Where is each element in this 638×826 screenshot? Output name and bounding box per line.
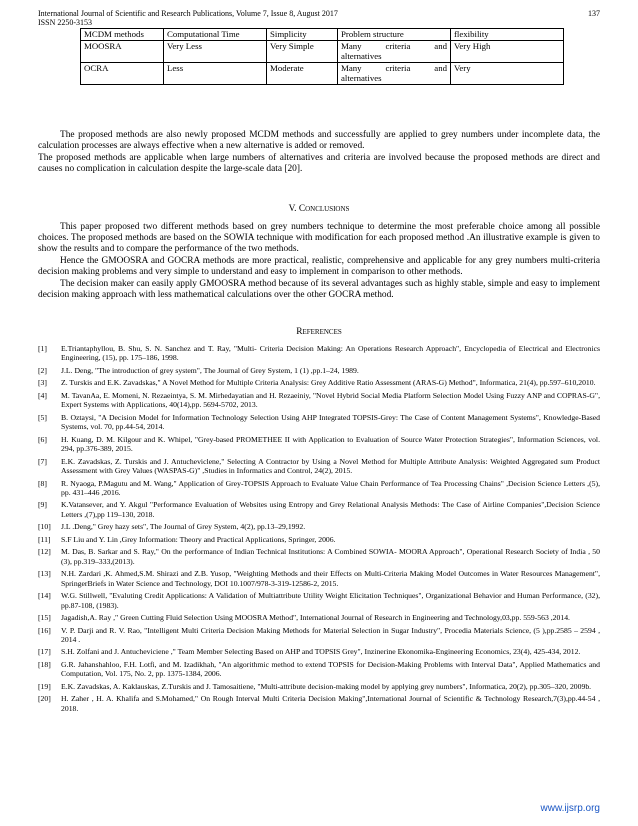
- reference-text: E.K. Zavadskas, A. Kaklauskas, Z.Turskis and J. Tamosaitiene, "Multi-attribute decision-making model by applying grey numbers", Informatica, 20(2), pp.305–320, 2009b.: [61, 681, 592, 691]
- reference-item: [38, 435, 600, 454]
- reference-item: [38, 682, 600, 691]
- reference-text: R. Nyaoga, P.Magutu and M. Wang," Application of Grey-TOPSIS Approach to Evaluate Value Chain Performance of Tea Processing Chains" ,Decision Science Letters ,(5), pp. 431–446 ,2016.: [61, 478, 600, 497]
- section-heading-conclusions: V. Conclusions: [288, 204, 350, 214]
- reference-item: [38, 366, 600, 375]
- table-cell: [338, 62, 451, 84]
- reference-item: [38, 613, 600, 622]
- reference-number: [13]: [38, 569, 51, 579]
- reference-number: [14]: [38, 591, 51, 601]
- table-cell: Very High: [451, 40, 564, 62]
- journal-title: International Journal of Scientific and Research Publications, Volume 7, Issue 8, August 2017: [38, 9, 338, 18]
- reference-number: [1]: [38, 344, 47, 353]
- reference-number: [7]: [38, 456, 47, 466]
- table-cell: [338, 40, 451, 62]
- table-cell: OCRA: [81, 62, 164, 84]
- table-header-cell: Simplicity: [267, 29, 338, 41]
- reference-number: [4]: [38, 390, 47, 400]
- table-header-cell: Problem structure: [338, 29, 451, 41]
- page-number: 137: [588, 9, 600, 18]
- reference-number: [5]: [38, 412, 47, 422]
- table-header-cell: Computational Time: [164, 29, 267, 41]
- reference-text: W.G. Stillwell, "Evaluting Credit Applications: A Validation of Multiattribute Utility Weight Elicitation Techniques", Organizational Behavior and Human Performance, (32), pp.87-108, (1983).: [61, 591, 600, 610]
- reference-item: [38, 694, 600, 713]
- table-cell: Very Simple: [267, 40, 338, 62]
- reference-number: [15]: [38, 613, 51, 623]
- reference-list: [38, 344, 600, 716]
- table-cell: Moderate: [267, 62, 338, 84]
- reference-item: [38, 591, 600, 610]
- reference-text: M. Das, B. Sarkar and S. Ray," On the performance of Indian Technical Institutions: A Combined SOWIA- MOORA Approach", Operational Research Society of India , 50 (3), pp.319–333,(2013).: [61, 547, 600, 566]
- reference-number: [10]: [38, 522, 51, 532]
- reference-text: G.R. Jahanshahloo, F.H. Lotfi, and M. Izadikhah, "An algorithmic method to extend TOPSIS for Decision-Making Problems with Interval Data", Applied Mathematics and Computation, Vol. 175, No. 2, pp. 1375-1384, 2006.: [61, 659, 600, 679]
- reference-number: [18]: [38, 659, 51, 669]
- reference-item: [38, 626, 600, 645]
- reference-item: [38, 413, 600, 432]
- body-paragraph: The proposed methods are also newly proposed MCDM methods and successfully are applied to grey numbers under incomplete data, the calculation processes are always effective when a new alternative is added or removed.: [38, 130, 600, 152]
- table-cell-line: Many criteria and: [341, 62, 447, 73]
- issn: ISSN 2250-3153: [38, 18, 93, 27]
- running-header: [38, 9, 600, 27]
- reference-item: [38, 344, 600, 363]
- conclusions-paragraph: The decision maker can easily apply GMOOSRA method because of its several advantages such as highly stable, simple and easy to implement decision making approach with less mathematical calculations over the other GOCRA method.: [38, 279, 600, 301]
- reference-number: [12]: [38, 547, 51, 557]
- journal-website-link[interactable]: www.ijsrp.org: [540, 803, 600, 814]
- reference-text: M. TavanAa, E. Momeni, N. Rezaeintya, S. M. Mirhedayatian and H. Rezaeiniy, "Novel Hybrid Social Media Platform Selection Model Using Fuzzy ANP and COPRAS-G", Expert Systems with Applications, 40(14),pp. 5694-5702, 2013.: [61, 390, 600, 410]
- conclusions-paragraph: Hence the GMOOSRA and GOCRA methods are more practical, realistic, comprehensive and applicable for any grey numbers multi-criteria decision making problems and very simple to understand and easy to implement in comparison to other methods.: [38, 256, 600, 278]
- table-cell-line: alternatives: [341, 51, 382, 61]
- table-header-row: [81, 29, 564, 41]
- table-cell: Very Less: [164, 40, 267, 62]
- reference-item: [38, 457, 600, 476]
- reference-item: [38, 522, 600, 531]
- reference-item: [38, 500, 600, 519]
- section-heading-references: References: [296, 327, 342, 337]
- reference-text: H. Kuang, D. M. Kilgour and K. Whipel, "Grey-based PROMETHEE II with Application to Evaluation of Source Water Protection Strategies", Information Sciences, vol. 294, pp.376-389, 2015.: [61, 434, 600, 454]
- conclusions-paragraph: This paper proposed two different methods based on grey numbers technique to determine the most preferable choice among all possible choices. The proposed methods are based on the SOWIA technique with modification for each proposed method .An illustrative example is given to show the results and to compare the performance of the two methods.: [38, 222, 600, 255]
- reference-number: [9]: [38, 500, 47, 510]
- reference-item: [38, 535, 600, 544]
- table-header-cell: flexibility: [451, 29, 564, 41]
- reference-text: B. Oztaysi, "A Decision Model for Information Technology Selection Using AHP Integrated TOPSIS-Grey: The Case of Content Management Systems", Knowledge-Based Systems, vol. 70, pp.44-54, 2014.: [61, 412, 600, 432]
- table-cell-line: alternatives: [341, 73, 382, 83]
- reference-text: S.F Liu and Y. Lin ,Grey Information: Theory and Practical Applications, Springer, 2006.: [61, 534, 336, 544]
- table-header-cell: MCDM methods: [81, 29, 164, 41]
- reference-number: [11]: [38, 534, 51, 544]
- reference-text: Z. Turskis and E.K. Zavadskas," A Novel Method for Multiple Criteria Analysis: Grey Additive Ratio Assessment (ARAS-G) Method", Informatica, 21(4), pp.597–610,2010.: [61, 378, 596, 388]
- body-paragraph: The proposed methods are applicable when large numbers of alternatives and criteria are involved because the proposed methods are direct and causes no complication in calculation despite the large-scale data [20].: [38, 153, 600, 175]
- reference-number: [6]: [38, 434, 47, 444]
- reference-item: [38, 391, 600, 410]
- reference-item: [38, 479, 600, 498]
- reference-item: [38, 660, 600, 679]
- reference-number: [2]: [38, 365, 47, 375]
- reference-text: Jagadish,A. Ray ," Green Cutting Fluid Selection Using MOOSRA Method", International Journal of Research in Engineering and Technology,03,pp. 559-563 ,2014.: [61, 613, 570, 623]
- reference-number: [19]: [38, 681, 51, 691]
- table-cell: Less: [164, 62, 267, 84]
- reference-item: [38, 647, 600, 656]
- reference-text: K.Vatansever, and Y. Akgul "Performance Evaluation of Websites using Entropy and Grey Relational Analysis Methods: The Case of Airline Companies",Decision Science Letters ,(7),pp 119–130, 2018.: [61, 500, 600, 519]
- reference-number: [17]: [38, 647, 51, 657]
- reference-number: [20]: [38, 694, 51, 704]
- table-cell: Very: [451, 62, 564, 84]
- reference-text: S.H. Zolfani and J. Antucheviciene ," Team Member Selecting Based on AHP and TOPSIS Grey", Inzinerine Ekonomika-Engineering Economics, 23(4), 425-434, 2012.: [61, 647, 581, 657]
- table-row: [81, 62, 564, 84]
- table-cell: MOOSRA: [81, 40, 164, 62]
- reference-text: J.L. Deng, "The introduction of grey system", The Journal of Grey System, 1 (1) ,pp.1–24, 1989.: [61, 365, 359, 375]
- reference-text: E.K. Zavadskas, Z. Turskis and J. Antucheviclene," Selecting A Contractor by Using a Novel Method for Multiple Attribute Analysis: Weighted Aggregated sum Product Assessment with Grey Values (WASPAS-G)" ,Studies in Informatics and Control, 24(2), 2015.: [61, 456, 600, 476]
- reference-text: V. P. Darji and R. V. Rao, "Intelligent Multi Criteria Decision Making Methods for Material Selection in Sugar Industry", Procedia Materials Science, (5 ),pp.2585 – 2594 , 2014 .: [61, 625, 600, 644]
- reference-number: [3]: [38, 378, 47, 388]
- reference-text: H. Zaher , H. A. Khalifa and S.Mohamed," On Rough Interval Multi Criteria Decision Making",International Journal of Scientific & Technology Research,7(3),pp.44-54 , 2018.: [61, 694, 600, 713]
- reference-item: [38, 547, 600, 566]
- comparison-table: [80, 28, 564, 85]
- table-cell-line: Many criteria and: [341, 40, 447, 51]
- reference-item: [38, 569, 600, 588]
- table-row: [81, 40, 564, 62]
- reference-text: J.L .Deng," Grey hazy sets", The Journal of Grey System, 4(2), pp.13–29,1992.: [61, 522, 306, 532]
- reference-number: [8]: [38, 478, 47, 488]
- reference-number: [16]: [38, 625, 51, 635]
- reference-text: E.Triantaphyllou, B. Shu, S. N. Sanchez and T. Ray, "Multi- Criteria Decision Making: An Operations Research Approach", Encyclopedia of Electrical and Electronics Engineering, (15), pp. 175–186, 1998.: [61, 344, 600, 363]
- reference-item: [38, 378, 600, 387]
- reference-text: N.H. Zardari ,K. Ahmed,S.M. Shirazi and Z.B. Yusop, "Weighting Methods and their Effects on Multi-Criteria Making Model Outcomes in Water Resources Management", SpringerBriefs in Water Science and Technology, DOI 10.1007/978-3-319-12586-2, 2015.: [61, 569, 600, 588]
